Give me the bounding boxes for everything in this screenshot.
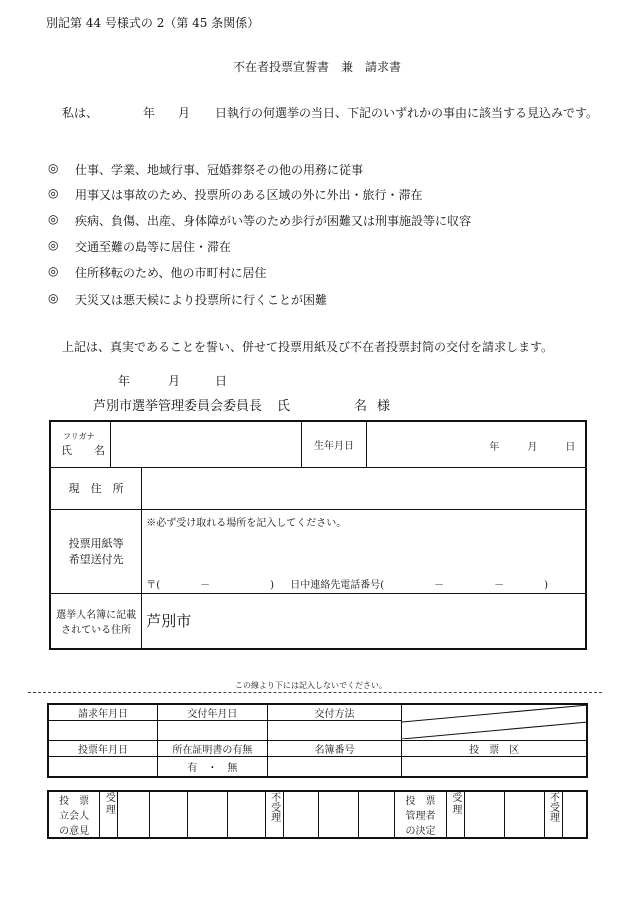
witness-label-1: 投 票: [59, 796, 90, 807]
name-field[interactable]: [111, 421, 301, 467]
registry-address-field[interactable]: [142, 593, 586, 649]
decision-table: [47, 790, 588, 839]
witness-label: [48, 791, 100, 838]
intro-rest: 日執行の何選挙の当日、下記のいずれかの事由に該当する見込みです。: [215, 106, 599, 120]
addressee-sama: 様: [377, 399, 391, 414]
address-label: 現 住 所: [50, 467, 142, 509]
district-field[interactable]: [402, 757, 587, 777]
witness-reject-label: 不受理: [265, 791, 283, 838]
registry-address-value: 芦別市: [146, 612, 192, 631]
witness-accept-field-2[interactable]: [150, 791, 188, 838]
send-field[interactable]: [142, 509, 586, 593]
witness-accept-field-4[interactable]: [227, 791, 265, 838]
send-label-cell: [50, 509, 142, 593]
declaration-text: 上記は、真実であることを誓い、併せて投票用紙及び不在者投票封筒の交付を請求します。: [62, 340, 554, 354]
reason-text: 用事又は事故のため、投票所のある区域の外に外出・旅行・滞在: [75, 188, 423, 202]
issue-method-label: 交付方法: [267, 704, 401, 721]
reason-text: 仕事、学業、地域行事、冠婚葬祭その他の用務に従事: [75, 163, 364, 177]
registry-number-label: 名簿番号: [267, 741, 401, 757]
district-label: 投 票 区: [402, 741, 587, 757]
reason-mark[interactable]: ◎: [48, 212, 59, 226]
reason-text: 交通至難の島等に居住・滞在: [75, 240, 232, 254]
office-use-table: [47, 703, 588, 778]
diagonal-lines: [402, 705, 588, 739]
cert-label: 所在証明書の有無: [158, 741, 268, 757]
date-month: 月: [168, 374, 181, 388]
phone-field[interactable]: 日中連絡先電話番号( － － ): [290, 579, 549, 591]
addressee-na: 名: [354, 399, 368, 414]
manager-accept-field[interactable]: [464, 791, 504, 838]
reason-mark[interactable]: ◎: [48, 186, 59, 200]
registry-label-1: 選挙人名簿に記載: [56, 609, 137, 621]
witness-label-3: の意見: [59, 826, 90, 837]
form-reference: 別記第 44 号様式の 2（第 45 条関係）: [46, 16, 260, 30]
dob-year: 年: [489, 442, 500, 453]
registry-label-2: されている住所: [61, 624, 132, 636]
request-date-label: 請求年月日: [48, 704, 158, 721]
issue-date-field[interactable]: [158, 721, 268, 741]
cert-value[interactable]: 有 ・ 無: [158, 757, 268, 777]
issue-method-field[interactable]: [267, 721, 401, 741]
witness-accept-field-3[interactable]: [187, 791, 227, 838]
dob-month: 月: [527, 442, 538, 453]
addressee-shi: 氏: [277, 399, 291, 414]
postal-code-field[interactable]: 〒( － ): [146, 579, 275, 591]
manager-reject-label: 不受理: [544, 791, 562, 838]
application-form-table: [49, 420, 587, 650]
date-year: 年: [118, 374, 131, 388]
addressee-org: 芦別市選挙管理委員会委員長: [93, 399, 263, 414]
witness-reject-field-2[interactable]: [319, 791, 359, 838]
manager-reject-field[interactable]: [562, 791, 587, 838]
reason-text: 住所移転のため、他の市町村に居住: [75, 266, 267, 280]
request-date-field[interactable]: [48, 721, 158, 741]
address-field[interactable]: [142, 467, 586, 509]
form-title: 不在者投票宣誓書 兼 請求書: [233, 60, 402, 74]
witness-label-2: 立会人: [59, 811, 90, 822]
vote-date-field[interactable]: [48, 757, 158, 777]
dob-label: 生年月日: [301, 421, 367, 467]
reason-mark[interactable]: ◎: [48, 238, 59, 252]
witness-accept-label: 受理: [100, 791, 118, 838]
intro-prefix: 私は、: [62, 106, 99, 120]
name-label-cell: [50, 421, 111, 467]
reason-mark[interactable]: ◎: [48, 291, 59, 305]
reason-mark[interactable]: ◎: [48, 264, 59, 278]
issue-date-label: 交付年月日: [158, 704, 268, 721]
witness-reject-field-3[interactable]: [359, 791, 395, 838]
intro-month: 月: [178, 106, 191, 120]
manager-accept-label: 受理: [446, 791, 464, 838]
registry-label-cell: [50, 593, 142, 649]
manager-label-2: 管理者: [405, 811, 436, 822]
manager-label: [395, 791, 447, 838]
diagonal-cell: [402, 704, 587, 741]
vote-date-label: 投票年月日: [48, 741, 158, 757]
witness-reject-field[interactable]: [283, 791, 319, 838]
send-note: ※必ず受け取れる場所を記入してください。: [146, 517, 347, 529]
manager-accept-field-2[interactable]: [504, 791, 544, 838]
reason-mark[interactable]: ◎: [48, 161, 59, 175]
send-label-1: 投票用紙等: [68, 537, 124, 550]
reason-text: 疾病、負傷、出産、身体障がい等のため歩行が困難又は刑事施設等に収容: [75, 214, 472, 228]
dob-day: 日: [565, 442, 576, 453]
intro-year: 年: [143, 106, 156, 120]
reason-text: 天災又は悪天候により投票所に行くことが困難: [75, 293, 328, 307]
cutline-note: この線より下には記入しないでください。: [235, 681, 387, 690]
witness-accept-field[interactable]: [118, 791, 150, 838]
manager-label-1: 投 票: [405, 796, 436, 807]
furigana-label: フリガナ: [63, 431, 95, 441]
cutline: [28, 692, 602, 693]
manager-label-3: の決定: [405, 826, 436, 837]
date-day: 日: [215, 374, 228, 388]
registry-number-field[interactable]: [267, 757, 401, 777]
name-label: 氏 名: [61, 443, 105, 457]
dob-field[interactable]: [367, 421, 586, 467]
send-label-2: 希望送付先: [68, 553, 124, 566]
